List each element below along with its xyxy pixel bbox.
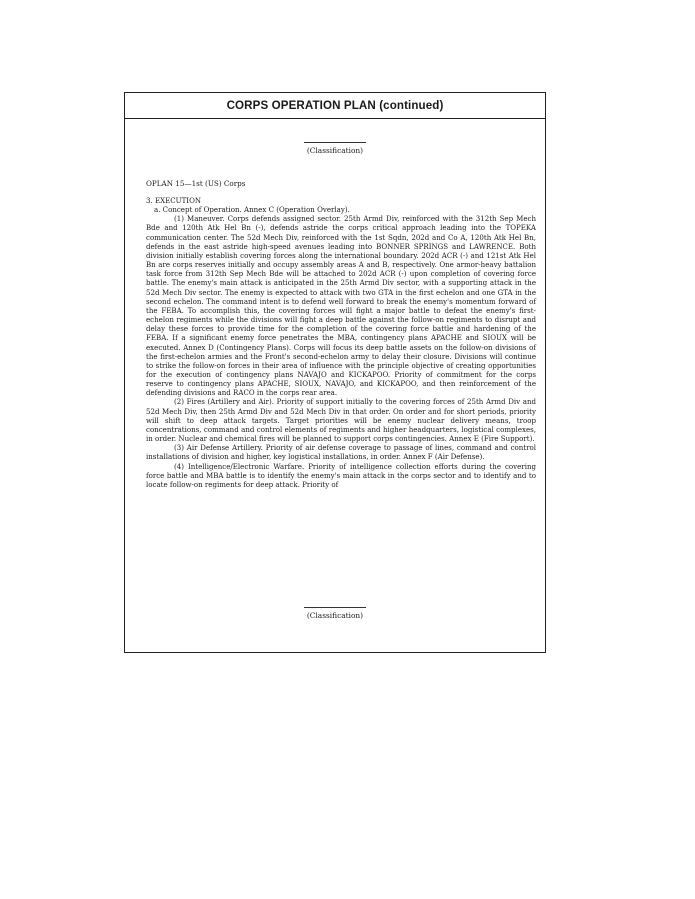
- paragraph-intelligence: (4) Intelligence/Electronic Warfare. Priority of intelligence collection efforts during the covering force battle and MBA battle is to identify the enemy's main attack in the corps sector and to identify and to locate follow-on regiments for deep attack. Priority of: [146, 461, 536, 489]
- classification-top: [125, 142, 545, 155]
- classification-top-label: (Classification): [306, 146, 364, 155]
- paragraph-fires: (2) Fires (Artillery and Air). Priority of support initially to the covering forces of 25th Armd Div and 52d Mech Div, then 25th Armd Div and 52d Mech Div in that order. On order and for short periods, priority will shift to deep attack targets. Target priorities will be enemy nuclear delivery means, troop concentrations, command and control elements of regiments and higher headquarters, logistical complexes, in order. Nuclear and chemical fires will be planned to support corps contingencies. Annex E (Fire Support).: [146, 397, 536, 444]
- document-frame: [124, 92, 546, 653]
- page-title: CORPS OPERATION PLAN (continued): [125, 93, 545, 119]
- oplan-line: OPLAN 15—1st (US) Corps: [146, 179, 246, 188]
- paragraph-maneuver: (1) Maneuver. Corps defends assigned sector. 25th Armd Div, reinforced with the 312th Sep Mech Bde and 120th Atk Hel Bn (-), defends astride the corps critical approach leading into the TOPEKA communication center. The 52d Mech Div, reinforced with the 1st Sqdn, 202d and Co A, 120th Atk Hel Bn, defends in the east astride high-speed avenues leading into BONNER SPRINGS and LAWRENCE. Both division initially establish covering forces along the international boundary. 202d ACR (-) and 121st Atk Hel Bn are corps reserves initially and occupy assembly areas A and B, respectively. One armor-heavy battalion task force from 312th Sep Mech Bde will be attached to 202d ACR (-) upon completion of covering force battle. The enemy's main attack is anticipated in the 25th Armd Div sector, with a supporting attack in the 52d Mech Div sector. The enemy is expected to attack with two GTA in the first echelon and one GTA in the second echelon. The command intent is to defend well forward to break the enemy's momentum forward of the FEBA. To accomplish this, the covering forces will fight a major battle to defeat the enemy's first-echelon regiments while the divisions will fight a deep battle against the follow-on regiments to disrupt and delay these forces to provide time for the completion of the covering force battle and hardening of the FEBA. If a significant enemy force penetrates the MBA, contingency plans APACHE and SIOUX will be executed. Annex D (Contingency Plans). Corps will focus its deep battle assets on the follow-on divisions of the first-echelon armies and the Front's second-echelon army to delay their closure. Divisions will continue to strike the follow-on forces in their area of influence with the principle objective of creating opportunities for the execution of contingency plans NAVAJO and KICKAPOO. Priority of commitment for the corps reserve to contingency plans APACHE, SIOUX, NAVAJO, and KICKAPOO, and then reinforcement of the defending divisions and RACO in the corps rear area.: [146, 214, 536, 398]
- execution-section: [146, 196, 536, 489]
- paragraph-air-defense: (3) Air Defense Artillery. Priority of air defense coverage to passage of lines, command and control installations of division and higher, key logistical installations, in order. Annex F (Air Defense).: [146, 443, 536, 462]
- section-heading: 3. EXECUTION: [146, 196, 202, 205]
- classification-rule: [304, 607, 366, 608]
- classification-bottom: [125, 607, 545, 620]
- classification-rule: [304, 142, 366, 143]
- classification-bottom-label: (Classification): [306, 611, 364, 620]
- section-subheading: a. Concept of Operation. Annex C (Operation Overlay).: [154, 205, 350, 215]
